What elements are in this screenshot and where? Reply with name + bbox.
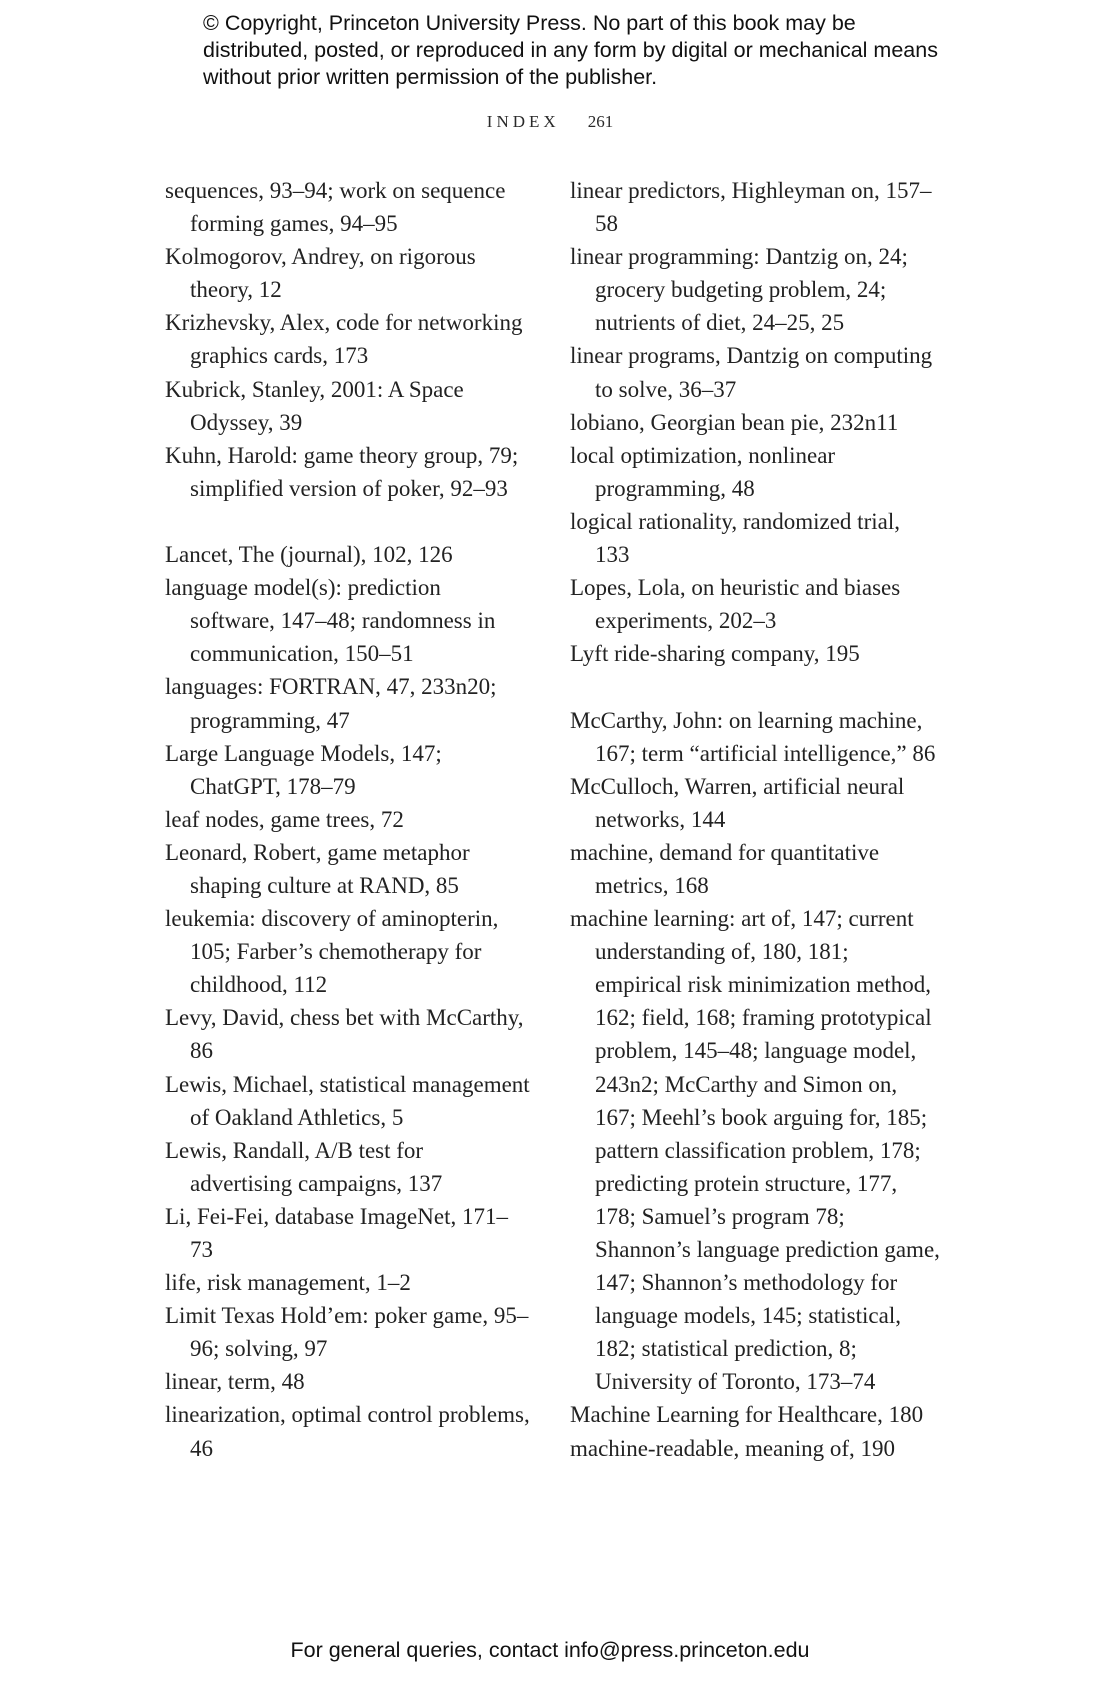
index-entry: machine learning: art of, 147; current understanding of, 180, 181; empirical risk minimization method, 162; field, 168; framing prototypical problem, 145–48; language model, 243n2; McCarthy and Simon on, 167; Meehl’s book arguing for, 185; pattern classification problem, 178; predicting protein structure, 177, 178; Samuel’s program 78; Shannon’s language prediction game, 147; Shannon’s methodology for language models, 145; statistical, 182; statistical prediction, 8; University of Toronto, 173–74 <box>570 906 940 1395</box>
index-entry: Limit Texas Hold’em: poker game, 95–96; solving, 97 <box>165 1303 529 1362</box>
index-entry: Kolmogorov, Andrey, on rigorous theory, 12 <box>165 244 476 303</box>
index-entry: Lopes, Lola, on heuristic and biases experiments, 202–3 <box>570 575 901 634</box>
index-column-right <box>570 174 940 1465</box>
index-entry: Lancet, The (journal), 102, 126 <box>165 542 453 568</box>
index-entry: leukemia: discovery of aminopterin, 105; Farber’s chemotherapy for childhood, 112 <box>165 906 499 998</box>
index-entry: linear predictors, Highleyman on, 157–58 <box>570 178 932 237</box>
index-entry: machine-readable, meaning of, 190 <box>570 1435 896 1461</box>
copyright-notice: © Copyright, Princeton University Press. No part of this book may be distributed, posted, or reproduced in any form by digital or mechanical means without prior written permission of the publisher. <box>203 11 938 89</box>
page-number: 261 <box>587 112 614 131</box>
index-entry: Kubrick, Stanley, 2001: A Space Odyssey, 39 <box>165 376 464 435</box>
index-entry: Kuhn, Harold: game theory group, 79; simplified version of poker, 92–93 <box>165 442 519 501</box>
index-entry: life, risk management, 1–2 <box>165 1270 411 1296</box>
index-entry: lobiano, Georgian bean pie, 232n11 <box>570 409 899 435</box>
index-entry: local optimization, nonlinear programming, 48 <box>570 442 836 501</box>
index-entry: linear programming: Dantzig on, 24; grocery budgeting problem, 24; nutrients of diet, 24–25, 25 <box>570 244 908 336</box>
index-entry: Lyft ride-sharing company, 195 <box>570 641 860 667</box>
running-head-section: INDEX <box>486 112 560 131</box>
index-entry: machine, demand for quantitative metrics, 168 <box>570 839 880 898</box>
index-entry: languages: FORTRAN, 47, 233n20; programming, 47 <box>165 674 497 733</box>
index-entry: Li, Fei-Fei, database ImageNet, 171–73 <box>165 1203 508 1262</box>
letter-group-gap <box>570 670 940 703</box>
index-entry: sequences, 93–94; work on sequence forming games, 94–95 <box>165 178 506 237</box>
index-entry: logical rationality, randomized trial, 133 <box>570 508 900 568</box>
index-entry: McCarthy, John: on learning machine, 167; term “artificial intelligence,” 86 <box>570 707 936 766</box>
index-entry: Lewis, Randall, A/B test for advertising campaigns, 137 <box>165 1137 443 1196</box>
footer-contact: For general queries, contact info@press.princeton.edu <box>290 1638 810 1662</box>
index-entry: linearization, optimal control problems, 46 <box>165 1402 530 1461</box>
index-column-left <box>165 174 530 1465</box>
index-entry: linear, term, 48 <box>165 1369 305 1395</box>
index-entry: Krizhevsky, Alex, code for networking graphics cards, 173 <box>165 310 523 369</box>
index-entry: Large Language Models, 147; ChatGPT, 178–79 <box>165 740 442 799</box>
index-entry: leaf nodes, game trees, 72 <box>165 806 404 832</box>
running-head <box>0 112 1100 132</box>
index-entry: Lewis, Michael, statistical management of Oakland Athletics, 5 <box>165 1071 530 1130</box>
index-entry: linear programs, Dantzig on computing to solve, 36–37 <box>570 343 933 402</box>
index-entry: language model(s): prediction software, 147–48; randomness in communication, 150–51 <box>165 575 496 667</box>
index-entry: McCulloch, Warren, artificial neural networks, 144 <box>570 773 905 832</box>
index-entry: Leonard, Robert, game metaphor shaping culture at RAND, 85 <box>165 839 470 898</box>
index-entry: Machine Learning for Healthcare, 180 <box>570 1402 924 1428</box>
index-entry: Levy, David, chess bet with McCarthy, 86 <box>165 1005 524 1064</box>
letter-group-gap <box>165 505 530 538</box>
